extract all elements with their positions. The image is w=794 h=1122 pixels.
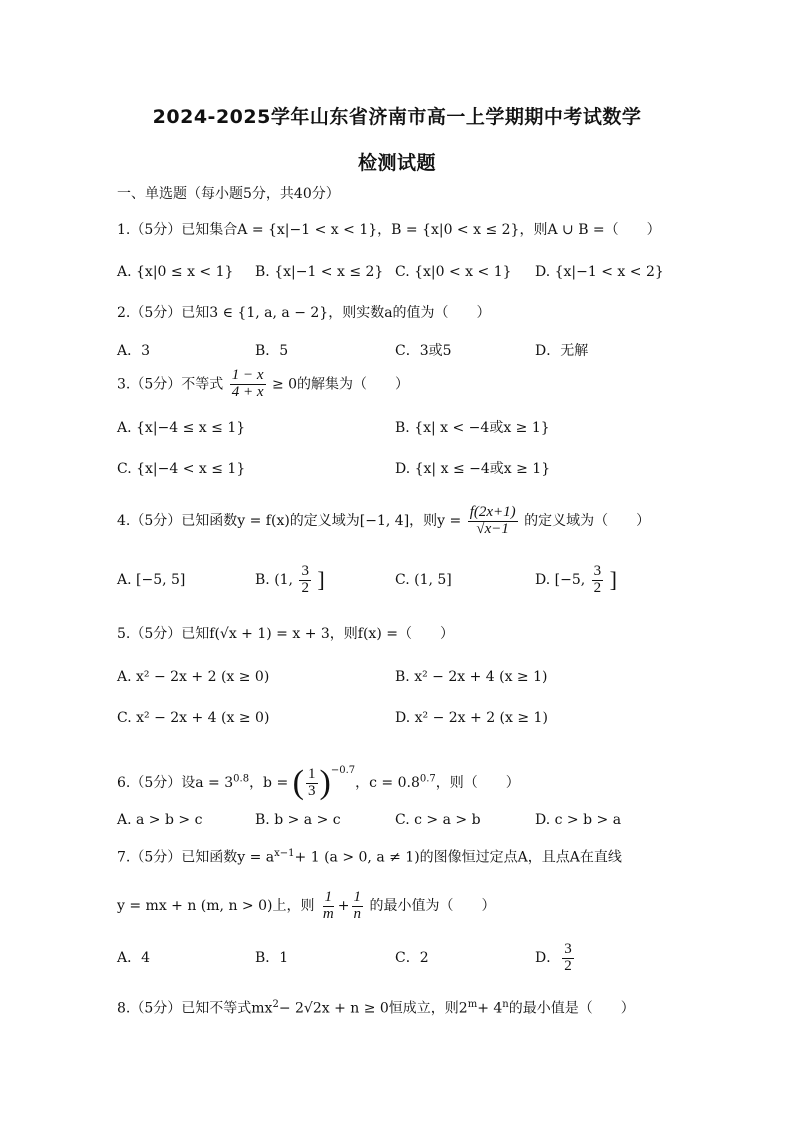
q6-exp-c: 0.7 xyxy=(419,773,436,785)
question-7-line-1 xyxy=(117,844,622,868)
q4-option-a[interactable]: A. [−5, 5] xyxy=(117,572,186,588)
question-4-stem xyxy=(117,502,650,540)
q6-post-pre: ，c = 0.8 xyxy=(355,775,420,791)
q4-b-prefix: B. (1, xyxy=(255,572,294,588)
q7-option-b[interactable]: B．1 xyxy=(255,950,289,966)
q7-option-c[interactable]: C．2 xyxy=(395,950,429,966)
q1-option-d[interactable]: D. {x|−1 < x < 2} xyxy=(535,264,664,280)
question-2-stem: 2.（5分）已知3 ∈ {1, a, a − 2}，则实数a的值为（ ） xyxy=(117,305,491,321)
q6-option-a[interactable]: A. a > b > c xyxy=(117,812,203,828)
q4-d-prefix: D. [−5, xyxy=(535,572,586,588)
page-subtitle: 检测试题 xyxy=(357,152,436,174)
q8-pre: 8.（5分）已知不等式mx xyxy=(117,1000,273,1017)
q3-option-d[interactable]: D. {x| x ≤ −4或x ≥ 1} xyxy=(395,461,551,477)
q7-line2-post: 的最小值为（ ） xyxy=(369,898,496,914)
q6-exp-a: 0.8 xyxy=(233,773,250,785)
q4-b-fraction xyxy=(299,564,311,597)
q7-line1-pre: 7.（5分）已知函数y = a xyxy=(117,849,275,866)
q6-denominator: 3 xyxy=(308,782,316,799)
question-3-stem xyxy=(117,368,409,401)
q4-suffix: 的定义域为（ ） xyxy=(524,513,651,529)
q4-d-fraction xyxy=(592,564,604,597)
q4-option-b[interactable] xyxy=(255,562,325,598)
q4-option-d[interactable] xyxy=(535,562,617,598)
q8-mid: − 2√2x + n ≥ 0恒成立，则2 xyxy=(278,1000,468,1017)
q5-option-b[interactable]: B. x² − 2x + 4 (x ≥ 1) xyxy=(395,669,548,685)
question-1-stem: 1.（5分）已知集合A = {x|−1 < x < 1}，B = {x|0 < x ≤ 2}，则A ∪ B =（ ） xyxy=(117,222,661,238)
q6-fraction xyxy=(306,767,318,800)
q8-post: 的最小值是（ ） xyxy=(508,1000,635,1017)
q7-option-a[interactable]: A．4 xyxy=(117,950,151,966)
q4-option-c[interactable]: C. (1, 5] xyxy=(395,572,452,588)
q6-option-d[interactable]: D. c > b > a xyxy=(535,812,622,828)
q4-d-numerator: 3 xyxy=(593,562,602,579)
q3-option-b[interactable]: B. {x| x < −4或x ≥ 1} xyxy=(395,420,550,436)
q4-denominator: √x−1 xyxy=(476,520,509,537)
q4-b-numerator: 3 xyxy=(301,562,309,579)
q4-numerator: f(2x+1) xyxy=(469,503,516,520)
q7-fraction-2 xyxy=(352,890,364,923)
q5-option-d[interactable]: D. x² − 2x + 2 (x ≥ 1) xyxy=(395,710,548,726)
q7-line1-post: + 1 (a > 0, a ≠ 1)的图像恒过定点A，且点A在直线 xyxy=(294,849,622,866)
q4-d-bracket: ] xyxy=(609,567,617,592)
q2-option-b[interactable]: B．5 xyxy=(255,343,289,359)
q5-option-a[interactable]: A. x² − 2x + 2 (x ≥ 0) xyxy=(117,669,270,685)
q3-fraction xyxy=(230,368,266,401)
q1-option-c[interactable]: C. {x|0 < x < 1} xyxy=(395,264,512,280)
q2-option-c[interactable]: C．3或5 xyxy=(395,343,452,359)
q6-numerator: 1 xyxy=(308,765,316,782)
question-7-line-2 xyxy=(117,888,495,924)
q6-pre: 6.（5分）设a = 3 xyxy=(117,775,234,791)
question-8-stem xyxy=(117,995,635,1019)
q7-line2-pre: y = mx + n (m, n > 0)上，则 xyxy=(117,898,315,914)
q3-option-c[interactable]: C. {x|−4 < x ≤ 1} xyxy=(117,461,246,477)
question-6-stem xyxy=(117,752,520,802)
q8-exp-m: m xyxy=(467,999,478,1010)
q7-fraction-1 xyxy=(321,890,336,923)
q7-d-fraction xyxy=(562,942,574,975)
q7-exponent: x−1 xyxy=(274,848,295,859)
q7-plus: + xyxy=(337,898,350,914)
q7-f1-numerator: 1 xyxy=(324,888,333,905)
q2-option-a[interactable]: A．3 xyxy=(117,343,151,359)
section-heading: 一、单选题（每小题5分，共40分） xyxy=(117,186,340,202)
q6-exp-b: −0.7 xyxy=(330,765,356,776)
q5-option-c[interactable]: C. x² − 2x + 4 (x ≥ 0) xyxy=(117,710,270,726)
q4-b-denominator: 2 xyxy=(301,579,309,596)
q7-option-d[interactable] xyxy=(535,938,576,978)
q2-option-d[interactable]: D．无解 xyxy=(535,343,589,359)
q3-denominator: 4 + x xyxy=(231,383,264,400)
q7-d-prefix: D． xyxy=(535,950,561,966)
q6-post: ，则（ ） xyxy=(435,775,520,791)
q7-f1-denominator: m xyxy=(322,905,334,922)
q7-f2-numerator: 1 xyxy=(353,888,361,905)
q4-d-denominator: 2 xyxy=(593,579,602,596)
q3-option-a[interactable]: A. {x|−4 ≤ x ≤ 1} xyxy=(117,420,246,436)
q1-option-a[interactable]: A. {x|0 ≤ x < 1} xyxy=(117,264,234,280)
q6-left-paren: ( xyxy=(292,764,304,801)
q6-mid: ，b = xyxy=(249,775,289,791)
q7-d-numerator: 3 xyxy=(564,940,572,957)
q8-plus: + 4 xyxy=(477,1000,503,1017)
q3-suffix: ≥ 0的解集为（ ） xyxy=(271,376,410,393)
q4-fraction xyxy=(468,505,518,538)
q1-option-b[interactable]: B. {x|−1 < x ≤ 2} xyxy=(255,264,384,280)
q3-numerator: 1 − x xyxy=(231,367,264,383)
q4-b-bracket: ] xyxy=(317,567,325,592)
q7-d-denominator: 2 xyxy=(564,957,572,974)
q8-exp-n: n xyxy=(502,999,509,1010)
question-5-stem: 5.（5分）已知f(√x + 1) = x + 3，则f(x) =（ ） xyxy=(117,626,454,642)
q4-stem-text: 4.（5分）已知函数y = f(x)的定义域为[−1, 4]，则y = xyxy=(117,513,462,529)
q8-square: 2 xyxy=(272,999,279,1010)
q6-option-b[interactable]: B. b > a > c xyxy=(255,812,341,828)
q6-right-paren: ) xyxy=(319,764,331,801)
q3-prefix: 3.（5分）不等式 xyxy=(117,376,224,393)
q7-f2-denominator: n xyxy=(353,905,361,922)
page-title: 2024-2025学年山东省济南市高一上学期期中考试数学 xyxy=(152,106,642,128)
q6-option-c[interactable]: C. c > a > b xyxy=(395,812,481,828)
